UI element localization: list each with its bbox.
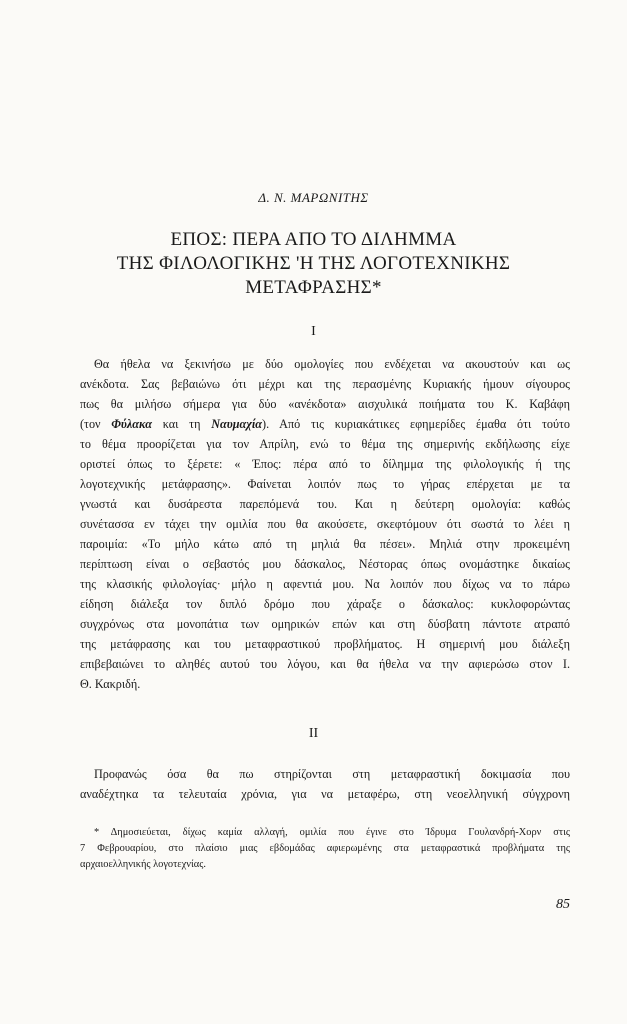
- section-heading-1: I: [311, 324, 316, 339]
- paragraph-2: [80, 764, 570, 804]
- title-line: ΜΕΤΑΦΡΑΣΗΣ*: [245, 277, 382, 298]
- text-run: και τη: [152, 417, 212, 431]
- text-line: γνωστά και δυσάρεστα παρεπόμενά του. Και η δεύτερη ομολογία: καθώς: [80, 497, 570, 511]
- title-line: ΤΗΣ ΦΙΛΟΛΟΓΙΚΗΣ 'Η ΤΗΣ ΛΟΓΟΤΕΧΝΙΚΗΣ: [116, 253, 511, 274]
- text-line: συγχρόνως στα μονοπάτια των ομηρικών επών και στη δύσβατη πάντοτε ατραπό: [80, 617, 570, 631]
- text-line: [80, 414, 570, 434]
- text-line: είδηση διάλεξα τον διπλό δρόμο που χάραξε ο δάσκαλος: κυκλοφορώντας: [80, 597, 570, 611]
- page-number: 85: [556, 897, 570, 912]
- italic-title-fylakas: Φύλακα: [111, 417, 153, 431]
- text-line: της κλασικής φιλολογίας· μήλο η αφεντιά μου. Να λοιπόν που δίχως να το πάρω: [80, 577, 570, 591]
- text-run: (τον: [80, 417, 112, 431]
- footnote-line: 7 Φεβρουαρίου, στο πλαίσιο μιας εβδομάδας αφιερωμένης στα μεταφραστικά προβλήματα της: [80, 843, 570, 854]
- text-line: περίπτωση είναι ο σεβαστός μου δάσκαλος, Νέστορας όπως ονομάστηκε δικαίως: [80, 557, 570, 571]
- text-line: αναδέχτηκα τα τελευταία χρόνια, για να μεταφέρω, στη νεοελληνική σύγχρονη: [80, 787, 570, 801]
- text-line: λογοτεχνικής μετάφρασης». Φαίνεται λοιπόν πως το γήρας επέρχεται με τα: [80, 477, 570, 491]
- text-line: Προφανώς όσα θα πω στηρίζονται στη μεταφραστική δοκιμασία που: [94, 767, 570, 781]
- text-line: της μετάφρασης και του μεταφραστικού προβλήματος. Η σημερινή μου διάλεξη: [80, 637, 570, 651]
- text-line: συνέτασσα εν τάχει την ομιλία που θα ακούσετε, σκεφτόμουν ότι σωστά το λέει η: [80, 517, 570, 531]
- footnote: [80, 825, 570, 873]
- author-name: Δ. Ν. ΜΑΡΩΝΙΤΗΣ: [258, 190, 369, 205]
- footnote-line: αρχαιοελληνικής λογοτεχνίας.: [80, 859, 206, 870]
- text-line: παροιμία: «Το μήλο κάτω από τη μηλιά θα πέσει». Μηλιά στην προκειμένη: [80, 537, 570, 551]
- article-title: [60, 228, 567, 300]
- italic-title-naumachia: Ναυμαχία: [211, 417, 263, 431]
- text-line: το θέμα προορίζεται για τον Απρίλη, ενώ το θέμα της σημερινής εκδήλωσης είχε: [80, 437, 570, 451]
- text-line: Θα ήθελα να ξεκινήσω με δύο ομολογίες που ενδέχεται να ακουστούν και ως: [94, 357, 570, 371]
- text-line: επιβεβαιώνει το αληθές αυτού του λόγου, και θα ήθελα να την αφιερώσω στον Ι.: [80, 657, 570, 671]
- text-line: πως θα μιλήσω σήμερα για δύο «ανέκδοτα» αισχυλικά ποιήματα του Κ. Καβάφη: [80, 397, 570, 411]
- footnote-line: * Δημοσιεύεται, δίχως καμία αλλαγή, ομιλία που έγινε στο Ίδρυμα Γουλανδρή-Χορν στις: [94, 827, 570, 838]
- text-line: οριστεί όπως το ξέρετε: « Έπος: πέρα από το δίλημμα της φιλολογικής ή της: [80, 457, 570, 471]
- text-run: ). Από τις κυριακάτικες εφημερίδες έμαθα ότι τούτο: [262, 417, 570, 431]
- paragraph-1: [80, 354, 570, 694]
- title-line: ΕΠΟΣ: ΠΕΡΑ ΑΠΟ ΤΟ ΔΙΛΗΜΜΑ: [170, 229, 457, 250]
- text-line: ανέκδοτα. Σας βεβαιώνω ότι μέχρι και της περασμένης Κυριακής ήμουν σίγουρος: [80, 377, 570, 391]
- section-heading-2: II: [308, 726, 319, 741]
- text-line: Θ. Κακριδή.: [80, 677, 141, 691]
